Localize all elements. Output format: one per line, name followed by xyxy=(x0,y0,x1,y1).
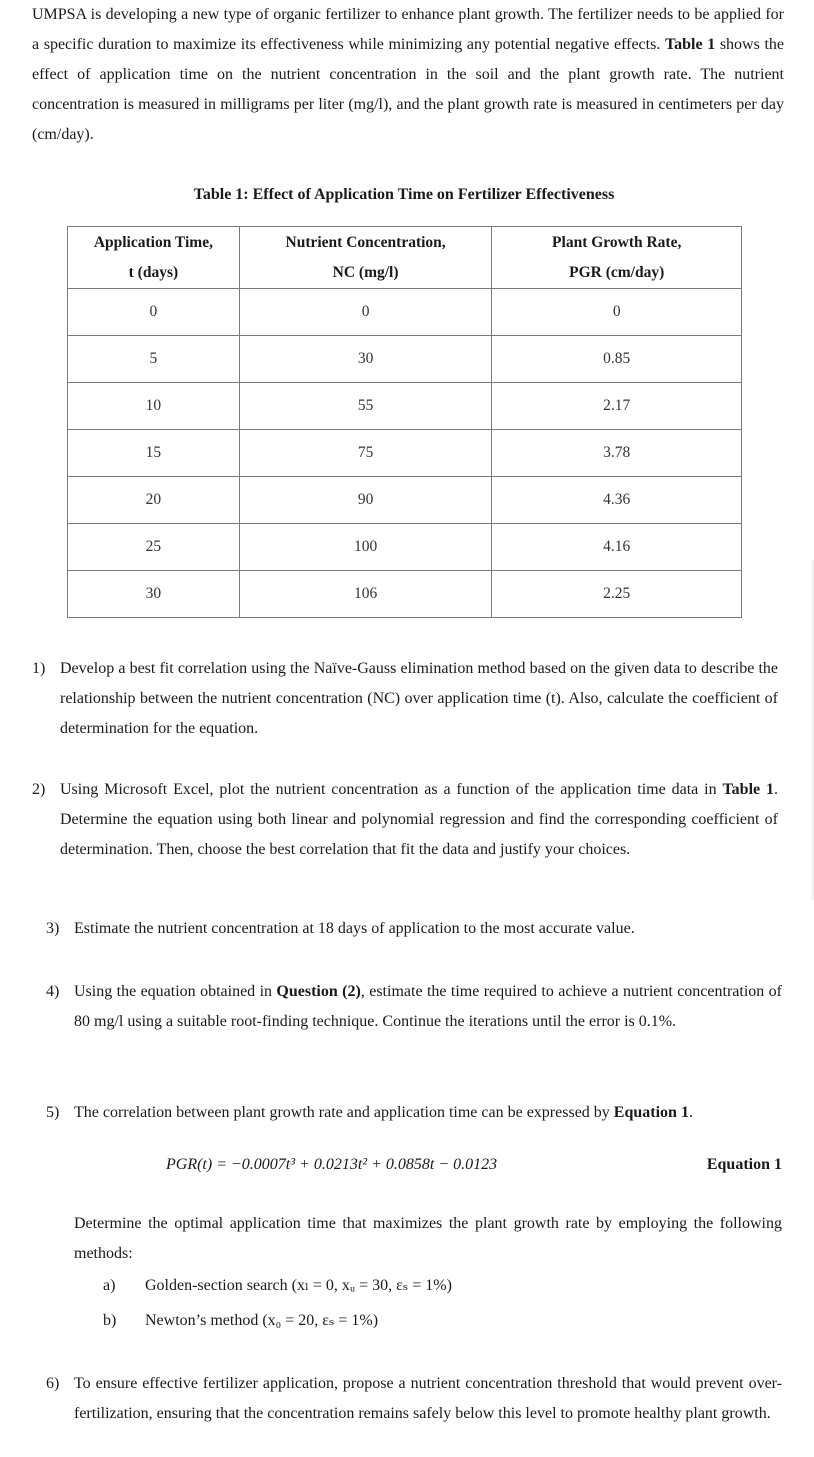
cell-time: 20 xyxy=(68,477,240,524)
sub-text: Newton’s method (x₀ = 20, εₛ = 1%) xyxy=(145,1312,379,1329)
question-6 xyxy=(46,1369,782,1429)
equation-label: Equation 1 xyxy=(706,1156,782,1173)
equation-ref: Equation 1 xyxy=(613,1104,689,1121)
cell-time: 10 xyxy=(68,383,240,430)
equation-lhs: PGR(t) = xyxy=(166,1156,231,1173)
cell-pgr: 0.85 xyxy=(492,336,742,383)
table-row xyxy=(68,289,742,336)
intro-table-ref: Table 1 xyxy=(664,36,716,53)
question-3 xyxy=(46,914,774,944)
cell-nc: 90 xyxy=(239,477,492,524)
cell-time: 30 xyxy=(68,571,240,618)
question-text: Estimate the nutrient concentration at 18 days of application to the most accurate value. xyxy=(74,920,635,937)
header-application-time: Application Time, t (days) xyxy=(68,227,240,289)
sub-question-a xyxy=(103,1271,452,1301)
question-number: 6) xyxy=(46,1375,60,1392)
question-5: 5) The correlation between plant growth rate and application time can be expressed by Equation 1. xyxy=(74,1098,782,1128)
table-row xyxy=(68,524,742,571)
question-2: 2) Using Microsoft Excel, plot the nutrient concentration as a function of the application time data in Table 1. Determine the equation using both linear and polynomial regression and find the corresponding coefficient of determination. Then, choose the best correlation that fit the data and justify your choices. xyxy=(60,775,778,865)
header-nutrient-concentration: Nutrient Concentration, NC (mg/l) xyxy=(239,227,492,289)
intro-text-1: UMPSA is developing a new type of organic fertilizer to enhance plant growth. The fertilizer needs to be applied for a specific duration to maximize its effectiveness while minimizing any potential negative effects. xyxy=(32,6,784,53)
table-header-row xyxy=(68,227,742,289)
question-ref: Question (2) xyxy=(276,983,361,1000)
cell-nc: 100 xyxy=(239,524,492,571)
data-table xyxy=(67,226,742,618)
table-row xyxy=(68,477,742,524)
cell-pgr: 4.36 xyxy=(492,477,742,524)
question-1 xyxy=(32,654,778,744)
cell-time: 5 xyxy=(68,336,240,383)
question-4: 4) Using the equation obtained in Question (2), estimate the time required to achieve a nutrient concentration of 80 mg/l using a suitable root-finding technique. Continue the iterations until the error is 0.1%. xyxy=(74,977,782,1037)
question-number: 4) xyxy=(46,983,60,1000)
question-text: Develop a best fit correlation using the Naïve-Gauss elimination method based on the given data to describe the relationship between the nutrient concentration (NC) over application time (t). Also, calculate the coefficient of determination for the equation. xyxy=(60,660,778,737)
question-number: 1) xyxy=(32,660,46,677)
page-edge-shadow xyxy=(810,560,814,900)
cell-pgr: 3.78 xyxy=(492,430,742,477)
cell-nc: 55 xyxy=(239,383,492,430)
sub-label: b) xyxy=(103,1312,117,1329)
cell-pgr: 4.16 xyxy=(492,524,742,571)
cell-time: 0 xyxy=(68,289,240,336)
cell-time: 25 xyxy=(68,524,240,571)
table-row xyxy=(68,383,742,430)
cell-pgr: 2.17 xyxy=(492,383,742,430)
cell-nc: 106 xyxy=(239,571,492,618)
sub-text: Golden-section search (xₗ = 0, xᵤ = 30, εₛ = 1%) xyxy=(145,1277,452,1294)
sub-question-b xyxy=(103,1306,379,1336)
question-number: 5) xyxy=(46,1104,60,1121)
question-text: To ensure effective fertilizer application, propose a nutrient concentration threshold that would prevent over-fertilization, ensuring that the concentration remains safely below this level to promote healthy plant growth. xyxy=(74,1375,782,1422)
cell-nc: 30 xyxy=(239,336,492,383)
table-ref: Table 1 xyxy=(722,781,775,798)
cell-nc: 0 xyxy=(239,289,492,336)
intro-text-2: shows the effect of application time on the nutrient concentration in the soil and the plant growth rate. The nutrient concentration is measured in milligrams per liter (mg/l), and the plant growth rate is measured in centimeters per day (cm/day). xyxy=(32,36,784,143)
cell-time: 15 xyxy=(68,430,240,477)
equation-rhs: −0.0007t³ + 0.0213t² + 0.0858t − 0.0123 xyxy=(231,1156,498,1173)
cell-pgr: 0 xyxy=(492,289,742,336)
table-title: Table 1: Effect of Application Time on Fertilizer Effectiveness xyxy=(193,186,615,203)
header-plant-growth-rate: Plant Growth Rate, PGR (cm/day) xyxy=(492,227,742,289)
question-5-instructions: Determine the optimal application time that maximizes the plant growth rate by employing the following methods: xyxy=(74,1215,782,1262)
table-row xyxy=(68,336,742,383)
question-number: 3) xyxy=(46,920,60,937)
sub-label: a) xyxy=(103,1277,116,1294)
table-row xyxy=(68,571,742,618)
cell-pgr: 2.25 xyxy=(492,571,742,618)
table-row xyxy=(68,430,742,477)
cell-nc: 75 xyxy=(239,430,492,477)
question-number: 2) xyxy=(32,781,46,798)
intro-paragraph xyxy=(32,0,784,150)
equation-1 xyxy=(166,1150,497,1180)
